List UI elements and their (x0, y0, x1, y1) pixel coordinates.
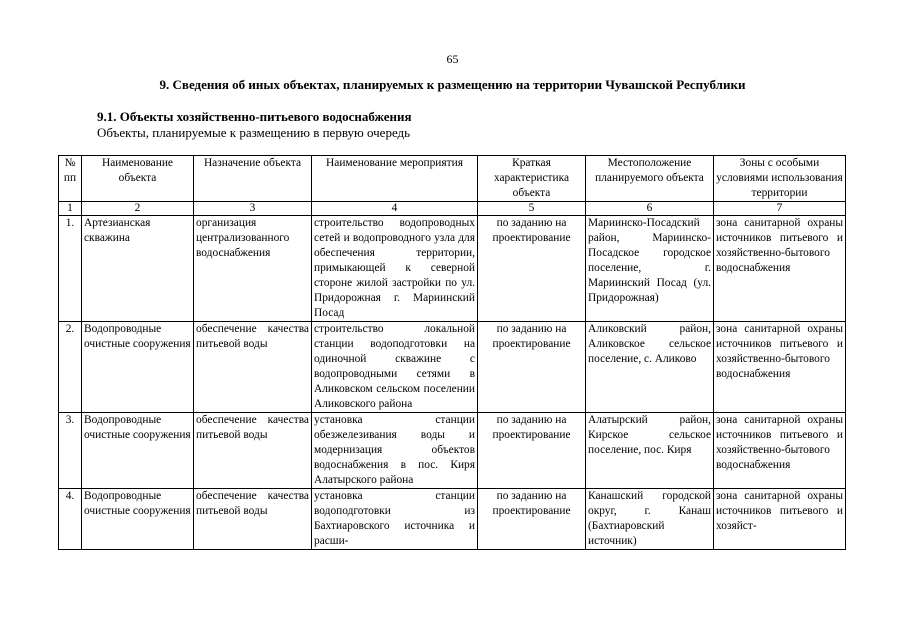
table-row (59, 322, 846, 413)
objects-table (58, 155, 846, 550)
subsection-caption: Объекты, планируемые к размещению в первую очередь (97, 125, 411, 140)
row-num: 2. (59, 322, 82, 413)
column-number: 7 (714, 202, 846, 216)
row-zones: зона санитарной охраны источников питьевого и хозяйст- (714, 489, 846, 550)
header-zones: Зоны с особыми условиями использования территории (714, 156, 846, 202)
column-number: 5 (478, 202, 586, 216)
row-purpose: обеспечение качества питьевой воды (194, 489, 312, 550)
row-purpose: обеспечение качества питьевой воды (194, 322, 312, 413)
row-measure: установка станции водоподготовки из Бахтиаровского источника и расши- (312, 489, 478, 550)
header-purpose: Назначение объекта (194, 156, 312, 202)
row-characteristic: по заданию на проектирование (478, 322, 586, 413)
column-number: 3 (194, 202, 312, 216)
row-name: Артезианская скважина (82, 216, 194, 322)
row-measure: установка станции обезжелезивания воды и модернизация объектов водоснабжения в пос. Киря Алатырского района (312, 413, 478, 489)
header-name: Наименование объекта (82, 156, 194, 202)
row-name: Водопроводные очистные сооружения (82, 322, 194, 413)
row-name: Водопроводные очистные сооружения (82, 489, 194, 550)
row-num: 4. (59, 489, 82, 550)
page-number: 65 (446, 52, 459, 66)
row-name: Водопроводные очистные сооружения (82, 413, 194, 489)
row-num: 1. (59, 216, 82, 322)
row-location: Алатырский район, Кирское сельское поселение, пос. Киря (586, 413, 714, 489)
row-measure: строительство водопроводных сетей и водопроводного узла для обеспечения территории, примыкающей к северной стороне жилой застройки по ул. Придорожная г. Мариинский Посад (312, 216, 478, 322)
table-row (59, 216, 846, 322)
table-header-row (59, 156, 846, 202)
row-location: Мариинско-Посадский район, Мариинско-Посадское городское поселение, г. Мариинский Посад (ул. Придорожная) (586, 216, 714, 322)
row-characteristic: по заданию на проектирование (478, 413, 586, 489)
subsection-title: 9.1. Объекты хозяйственно-питьевого водоснабжения (97, 109, 412, 124)
column-number: 2 (82, 202, 194, 216)
table-row (59, 413, 846, 489)
row-num: 3. (59, 413, 82, 489)
row-zones: зона санитарной охраны источников питьевого и хозяйственно-бытового водоснабжения (714, 413, 846, 489)
row-location: Канашский городской округ, г. Канаш (Бахтиаровский источник) (586, 489, 714, 550)
row-characteristic: по заданию на проектирование (478, 216, 586, 322)
header-num: № пп (59, 156, 82, 202)
column-number-row (59, 202, 846, 216)
row-characteristic: по заданию на проектирование (478, 489, 586, 550)
row-measure: строительство локальной станции водоподготовки на одиночной скважине с водопроводными сетями в Аликовском сельском поселении Аликовского района (312, 322, 478, 413)
header-characteristic: Краткая характеристика объекта (478, 156, 586, 202)
row-purpose: организация централизованного водоснабжения (194, 216, 312, 322)
column-number: 6 (586, 202, 714, 216)
section-title: 9. Сведения об иных объектах, планируемых к размещению на территории Чувашской Республики (159, 77, 746, 92)
row-purpose: обеспечение качества питьевой воды (194, 413, 312, 489)
header-location: Местоположение планируемого объекта (586, 156, 714, 202)
row-zones: зона санитарной охраны источников питьевого и хозяйственно-бытового водоснабжения (714, 322, 846, 413)
header-measure: Наименование мероприятия (312, 156, 478, 202)
column-number: 4 (312, 202, 478, 216)
row-location: Аликовский район, Аликовское сельское поселение, с. Аликово (586, 322, 714, 413)
row-zones: зона санитарной охраны источников питьевого и хозяйственно-бытового водоснабжения (714, 216, 846, 322)
table-row (59, 489, 846, 550)
column-number: 1 (59, 202, 82, 216)
